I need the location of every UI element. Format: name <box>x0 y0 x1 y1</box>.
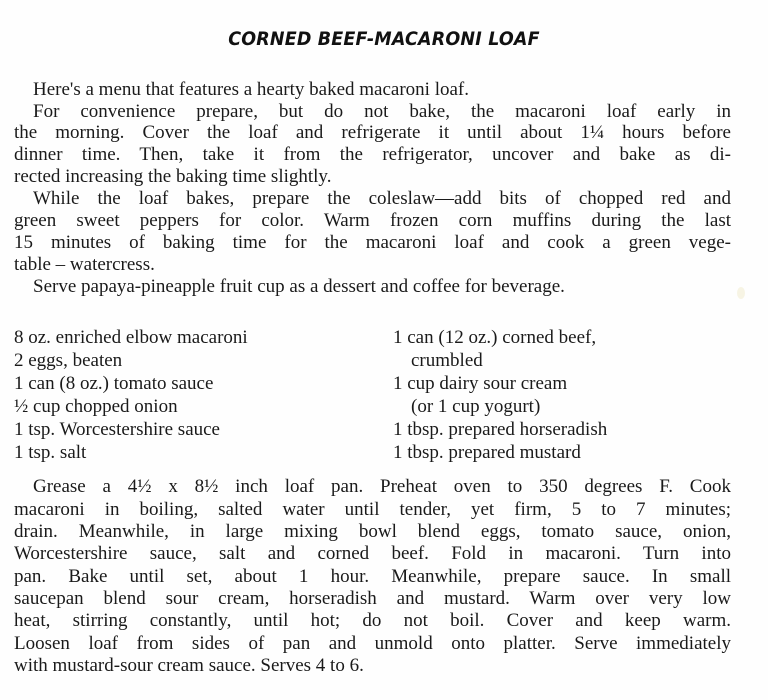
intro-line: 15 minutes of baking time for the macaroni loaf and cook a green vege- <box>14 232 731 253</box>
directions-line: heat, stirring constantly, until hot; do not boil. Cover and keep warm. <box>14 610 731 631</box>
intro-line: Here's a menu that features a hearty baked macaroni loaf. <box>33 79 469 100</box>
ingredient-item: 1 tbsp. prepared mustard <box>393 442 581 463</box>
directions-line: Grease a 4½ x 8½ inch loaf pan. Preheat oven to 350 degrees F. Cook <box>33 476 731 497</box>
ingredient-item: 1 cup dairy sour cream <box>393 373 568 394</box>
intro-line: While the loaf bakes, prepare the coleslaw—add bits of chopped red and <box>33 188 731 209</box>
intro-line: dinner time. Then, take it from the refrigerator, uncover and bake as di- <box>14 144 731 165</box>
directions-line: pan. Bake until set, about 1 hour. Meanwhile, prepare sauce. In small <box>14 566 731 587</box>
intro-line: Serve papaya-pineapple fruit cup as a dessert and coffee for beverage. <box>33 276 565 297</box>
directions-line: Worcestershire sauce, salt and corned beef. Fold in macaroni. Turn into <box>14 543 731 564</box>
ingredient-item: 1 tsp. Worcestershire sauce <box>14 419 220 440</box>
ingredient-item: 1 tbsp. prepared horseradish <box>393 419 608 440</box>
ingredient-item: 1 can (12 oz.) corned beef, <box>393 327 597 348</box>
paper-stain <box>737 287 745 299</box>
ingredient-item: ½ cup chopped onion <box>14 396 178 417</box>
ingredient-item: 1 tsp. salt <box>14 442 87 463</box>
intro-line: table – watercress. <box>14 254 155 275</box>
recipe-title: CORNED BEEF-MACARONI LOAF <box>228 28 540 50</box>
intro-line: green sweet peppers for color. Warm frozen corn muffins during the last <box>14 210 731 231</box>
ingredient-item: 1 can (8 oz.) tomato sauce <box>14 373 214 394</box>
ingredient-item: 8 oz. enriched elbow macaroni <box>14 327 248 348</box>
ingredient-item: 2 eggs, beaten <box>14 350 123 371</box>
directions-line: drain. Meanwhile, in large mixing bowl blend eggs, tomato sauce, onion, <box>14 521 731 542</box>
intro-line: the morning. Cover the loaf and refrigerate it until about 1¼ hours before <box>14 122 731 143</box>
directions-line: Loosen loaf from sides of pan and unmold onto platter. Serve immediately <box>14 633 731 654</box>
intro-line: For convenience prepare, but do not bake, the macaroni loaf early in <box>33 101 731 122</box>
intro-line: rected increasing the baking time slightly. <box>14 166 332 187</box>
ingredient-item-continuation: crumbled <box>411 350 483 371</box>
ingredient-item-continuation: (or 1 cup yogurt) <box>411 396 541 417</box>
directions-line: macaroni in boiling, salted water until tender, yet firm, 5 to 7 minutes; <box>14 499 731 520</box>
directions-line: saucepan blend sour cream, horseradish and mustard. Warm over very low <box>14 588 731 609</box>
directions-line: with mustard-sour cream sauce. Serves 4 to 6. <box>14 655 364 676</box>
